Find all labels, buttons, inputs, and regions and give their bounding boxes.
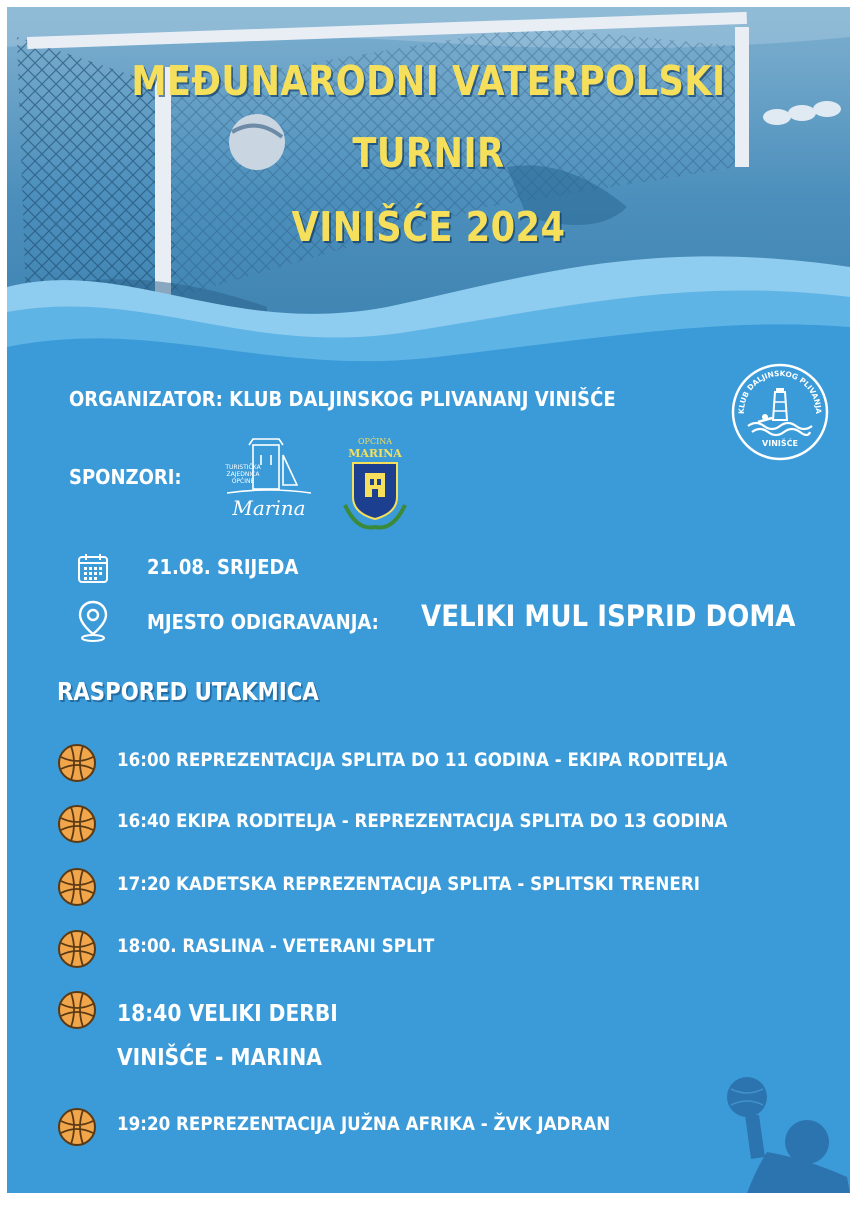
club-logo (730, 362, 830, 462)
club-logo-place: VINIŠĆE (762, 439, 798, 448)
sponsor-tz-name: Marina (232, 496, 306, 520)
organizer-text: ORGANIZATOR: KLUB DALJINSKOG PLIVANANJ VINIŠĆE (69, 387, 616, 411)
title-line-1: MEĐUNARODNI VATERPOLSKI (131, 57, 726, 105)
match-text: 18:00. RASLINA - VETERANI SPLIT (117, 935, 435, 957)
lighthouse-icon (758, 388, 787, 422)
poster (7, 7, 850, 1193)
match-text: 16:40 EKIPA RODITELJA - REPREZENTACIJA SPLITA DO 13 GODINA (117, 810, 728, 832)
title-line-3: VINIŠĆE 2024 (291, 203, 566, 251)
water-polo-ball-icon (57, 743, 97, 783)
water-polo-ball-icon (57, 804, 97, 844)
sponsor-tz-line3: OPĆINE (231, 478, 255, 485)
sponsor-tz-marina-logo (219, 435, 319, 527)
location-label: MJESTO ODIGRAVANJA: (147, 610, 379, 634)
schedule-title: RASPORED UTAKMICA (57, 677, 319, 706)
event-date: 21.08. SRIJEDA (147, 555, 299, 579)
water-polo-ball-icon (57, 990, 97, 1030)
sponsor-opcina-marina-logo (337, 435, 413, 535)
title-line-2: TURNIR (352, 129, 505, 177)
match-text: 18:40 VELIKI DERBI VINIŠĆE - MARINA (117, 1001, 338, 1071)
location-value: VELIKI MUL ISPRID DOMA (421, 599, 796, 633)
match-text: 16:00 REPREZENTACIJA SPLITA DO 11 GODINA - EKIPA RODITELJA (117, 749, 728, 771)
water-polo-ball-icon (57, 929, 97, 969)
match-text: 17:20 KADETSKA REPREZENTACIJA SPLITA - SPLITSKI TRENERI (117, 873, 700, 895)
sponsor-opcina-line1: OPĆINA (358, 437, 392, 446)
water-polo-ball-icon (57, 1107, 97, 1147)
sponsors-label: SPONZORI: (69, 465, 182, 489)
water-polo-ball-icon (57, 867, 97, 907)
sponsor-opcina-line2: MARINA (348, 447, 402, 460)
calendar-icon (77, 552, 109, 584)
sponsor-tz-line2: ZAJEDNICA (226, 471, 260, 478)
location-pin-icon (77, 600, 109, 642)
club-logo-text: KLUB DALJINSKOG PLIVANJA (736, 368, 824, 415)
match-text: 19:20 REPREZENTACIJA JUŽNA AFRIKA - ŽVK JADRAN (117, 1113, 611, 1135)
sponsor-tz-line1: TURISTIČKA (225, 464, 261, 471)
water-polo-player-silhouette (707, 1067, 850, 1193)
